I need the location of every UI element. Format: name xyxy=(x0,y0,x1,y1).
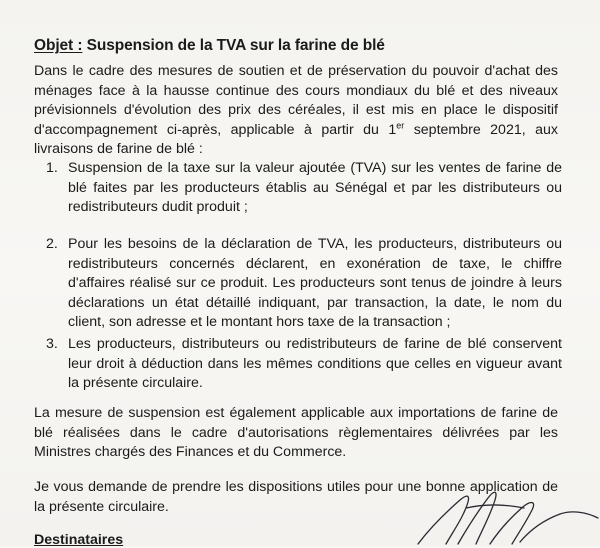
intro-text: Dans le cadre des mesures de soutien et de préservation du pouvoir d'achat des ménages face à la hausse continue des cours mondiaux du blé et des niveaux prévisionnels d'évolution des prix des céréales, il est mis en place le dispositif d'accompagnement ci-après, applicable à partir du 1 xyxy=(34,63,558,138)
list-item-number: 2. xyxy=(46,236,58,252)
demande-paragraph: Je vous demande de prendre les dispositions utiles pour une bonne application de la présente circulaire. xyxy=(34,479,558,515)
intro-paragraph xyxy=(34,62,558,160)
subject-label: Objet : xyxy=(34,37,83,54)
subject-text: Suspension de la TVA sur la farine de blé xyxy=(82,37,385,54)
list-item-text: Suspension de la taxe sur la valeur ajoutée (TVA) sur les ventes de farine de blé faites par les producteurs établis au Sénégal et par les distributeurs ou redistributeurs dudit produit ; xyxy=(68,160,562,216)
list-item-number: 1. xyxy=(46,160,58,176)
intro-text-end: septembre 2021, aux livraisons de farine de blé : xyxy=(34,121,558,158)
subject-line xyxy=(34,37,385,55)
list-item-text: Pour les besoins de la déclaration de TVA, les producteurs, distributeurs ou redistributeurs concernés déclarent, en exonération de taxe, le chiffre d'affaires réalisé sur ce produit. Les producteurs sont tenus de joindre à leurs déclarations un état détaillé indiquant, par transaction, la date, le nom du client, son adresse et le montant hors taxe de la transaction ; xyxy=(68,236,562,331)
list-item xyxy=(46,159,562,218)
list-item-number: 3. xyxy=(46,336,58,352)
intro-ordinal-superscript: er xyxy=(396,120,405,131)
destinataires-heading: Destinataires xyxy=(34,532,124,548)
list-item xyxy=(46,235,562,333)
list-item-text: Les producteurs, distributeurs ou redistributeurs de farine de blé conservent leur droit à déduction dans les mêmes conditions que celles en vigueur avant la présente circulaire. xyxy=(68,336,562,392)
mesure-paragraph: La mesure de suspension est également applicable aux importations de farine de blé réalisées dans le cadre d'autorisations règlementaires délivrées par les Ministres chargés des Finances et du Commerce. xyxy=(34,405,558,461)
list-item xyxy=(46,335,562,394)
